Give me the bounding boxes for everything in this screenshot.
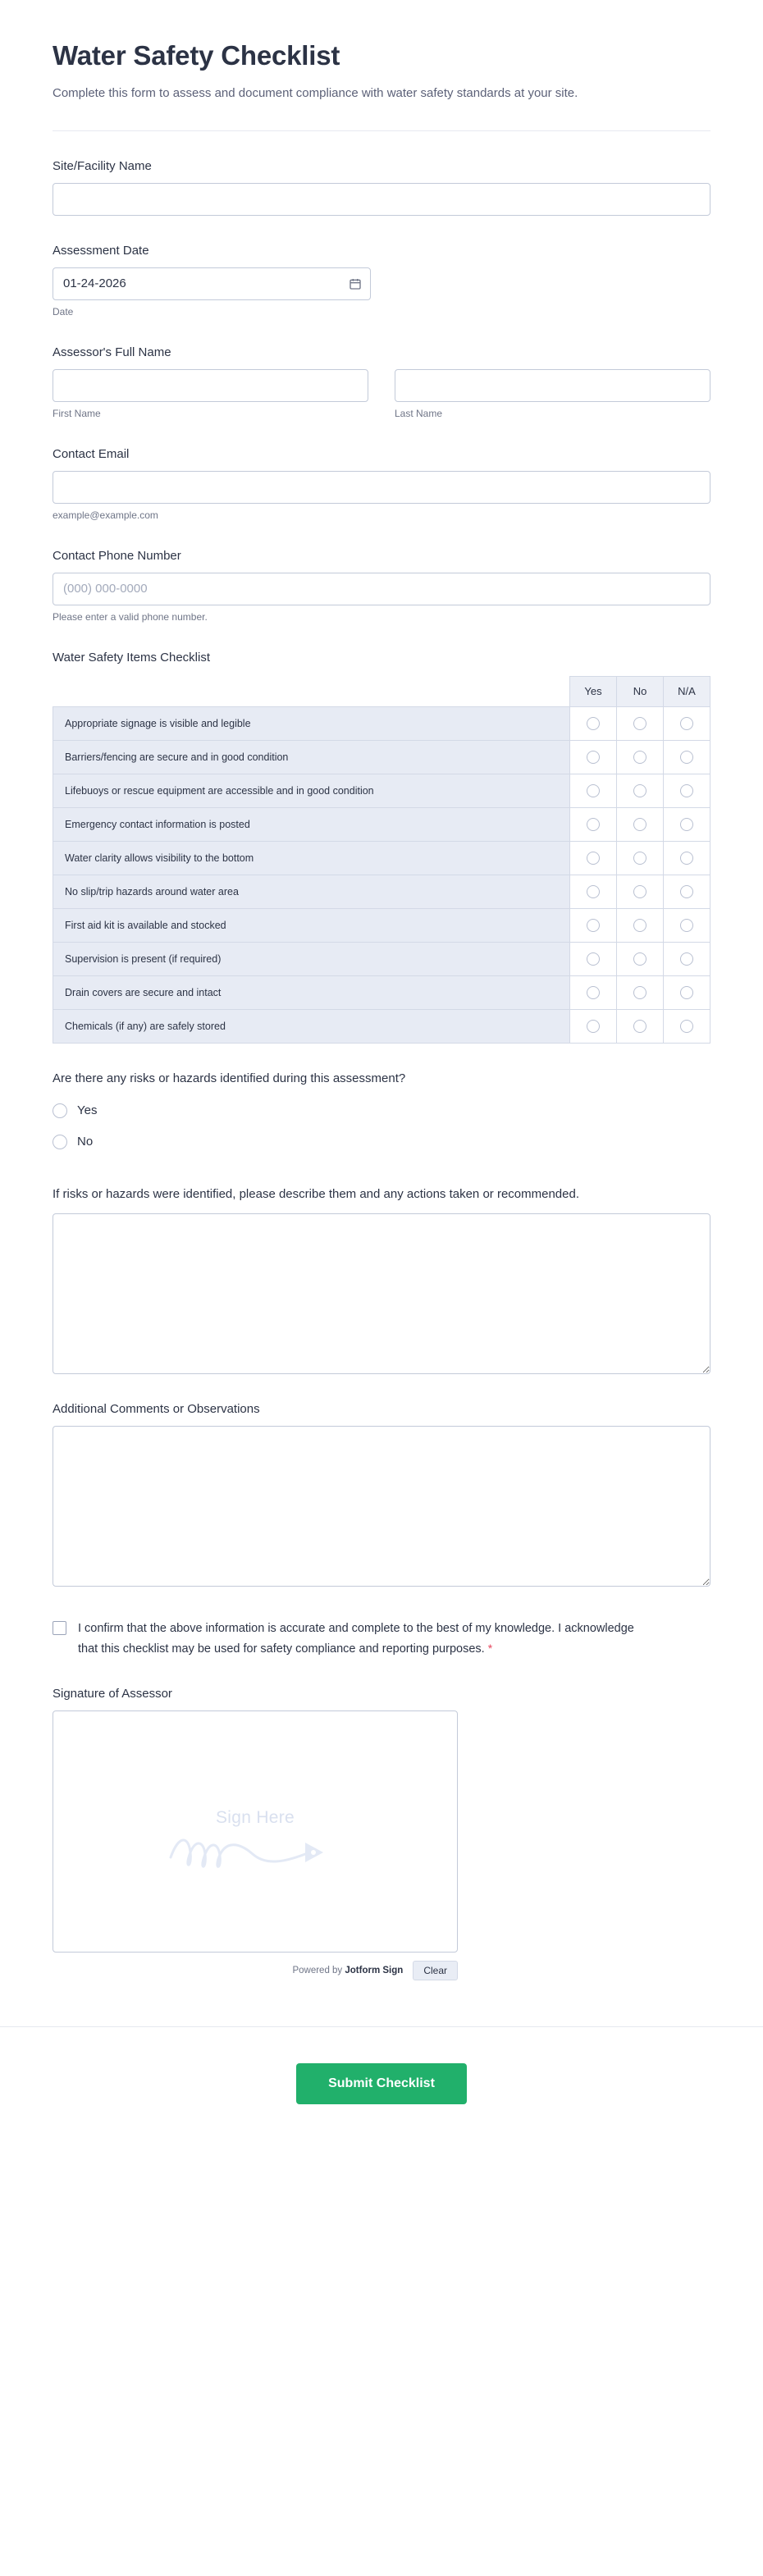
matrix-radio-yes[interactable] bbox=[570, 908, 617, 942]
matrix-radio-yes[interactable] bbox=[570, 875, 617, 908]
matrix-col-yes: Yes bbox=[570, 676, 617, 706]
radio-icon[interactable] bbox=[587, 717, 600, 730]
matrix-radio-na[interactable] bbox=[664, 706, 710, 740]
matrix-radio-yes[interactable] bbox=[570, 942, 617, 975]
radio-icon[interactable] bbox=[633, 986, 646, 999]
radio-icon[interactable] bbox=[633, 1020, 646, 1033]
contact-email-label: Contact Email bbox=[53, 446, 130, 461]
submit-button[interactable]: Submit Checklist bbox=[296, 2063, 467, 2104]
matrix-radio-yes[interactable] bbox=[570, 706, 617, 740]
radio-icon[interactable] bbox=[680, 885, 693, 898]
radio-icon[interactable] bbox=[680, 751, 693, 764]
last-name-input[interactable] bbox=[395, 369, 710, 402]
matrix-radio-no[interactable] bbox=[617, 908, 664, 942]
additional-comments-label: Additional Comments or Observations bbox=[53, 1402, 260, 1417]
radio-icon[interactable] bbox=[680, 717, 693, 730]
matrix-radio-na[interactable] bbox=[664, 975, 710, 1009]
matrix-col-na: N/A bbox=[664, 676, 710, 706]
matrix-radio-yes[interactable] bbox=[570, 975, 617, 1009]
first-name-sublabel: First Name bbox=[53, 407, 101, 419]
table-row bbox=[53, 807, 710, 841]
matrix-radio-na[interactable] bbox=[664, 807, 710, 841]
table-row bbox=[53, 942, 710, 975]
field-risks-question bbox=[53, 1044, 710, 1158]
radio-icon[interactable] bbox=[587, 818, 600, 831]
radio-icon[interactable] bbox=[633, 852, 646, 865]
first-name-input[interactable] bbox=[53, 369, 368, 402]
field-assessor-name bbox=[53, 317, 710, 419]
matrix-radio-no[interactable] bbox=[617, 1009, 664, 1043]
field-additional-comments bbox=[53, 1374, 710, 1587]
radio-icon[interactable] bbox=[587, 751, 600, 764]
matrix-radio-yes[interactable] bbox=[570, 841, 617, 875]
required-asterisk: * bbox=[487, 1641, 493, 1655]
powered-prefix: Powered by bbox=[292, 1966, 345, 1976]
matrix-radio-yes[interactable] bbox=[570, 774, 617, 807]
matrix-col-no: No bbox=[617, 676, 664, 706]
matrix-radio-no[interactable] bbox=[617, 942, 664, 975]
radio-icon[interactable] bbox=[587, 784, 600, 797]
radio-icon[interactable] bbox=[633, 784, 646, 797]
form-header bbox=[53, 0, 710, 131]
radio-icon[interactable] bbox=[680, 1020, 693, 1033]
field-risk-description bbox=[53, 1158, 710, 1375]
radio-icon[interactable] bbox=[680, 784, 693, 797]
risks-option-yes[interactable] bbox=[53, 1095, 710, 1126]
table-row bbox=[53, 841, 710, 875]
matrix-radio-yes[interactable] bbox=[570, 740, 617, 774]
matrix-radio-yes[interactable] bbox=[570, 1009, 617, 1043]
page-title: Water Safety Checklist bbox=[53, 40, 340, 71]
assessment-date-sublabel: Date bbox=[53, 305, 74, 317]
assessment-date-label: Assessment Date bbox=[53, 243, 149, 258]
page-subtitle: Complete this form to assess and document compliance with water safety standards at your site. bbox=[53, 85, 578, 100]
risks-option-yes-label: Yes bbox=[77, 1103, 98, 1118]
field-signature bbox=[53, 1659, 710, 1980]
radio-icon[interactable] bbox=[633, 717, 646, 730]
table-row bbox=[53, 774, 710, 807]
field-contact-phone bbox=[53, 521, 710, 623]
matrix-radio-na[interactable] bbox=[664, 841, 710, 875]
consent-text: I confirm that the above information is accurate and complete to the best of my knowledge. I acknowledge that this checklist may be used for safety compliance and reporting purposes. bbox=[78, 1622, 634, 1656]
table-row bbox=[53, 740, 710, 774]
last-name-sublabel: Last Name bbox=[395, 407, 443, 419]
matrix-radio-no[interactable] bbox=[617, 875, 664, 908]
signature-hint: Sign Here bbox=[215, 1808, 295, 1828]
radio-icon[interactable] bbox=[587, 952, 600, 966]
last-name-col bbox=[395, 369, 710, 419]
radio-icon[interactable] bbox=[587, 885, 600, 898]
radio-icon[interactable] bbox=[587, 1020, 600, 1033]
contact-phone-input[interactable] bbox=[53, 573, 710, 605]
radio-icon[interactable] bbox=[680, 852, 693, 865]
table-row bbox=[53, 975, 710, 1009]
matrix-radio-no[interactable] bbox=[617, 807, 664, 841]
radio-icon[interactable] bbox=[680, 986, 693, 999]
safety-matrix-table bbox=[53, 676, 710, 1044]
matrix-radio-na[interactable] bbox=[664, 942, 710, 975]
submit-area bbox=[0, 2026, 763, 2154]
matrix-radio-no[interactable] bbox=[617, 774, 664, 807]
matrix-radio-no[interactable] bbox=[617, 975, 664, 1009]
contact-email-input[interactable] bbox=[53, 471, 710, 504]
matrix-row-label: Drain covers are secure and intact bbox=[53, 975, 570, 1009]
first-name-col bbox=[53, 369, 368, 419]
radio-icon[interactable] bbox=[633, 885, 646, 898]
matrix-radio-na[interactable] bbox=[664, 875, 710, 908]
assessment-date-input[interactable] bbox=[53, 267, 371, 300]
field-contact-email bbox=[53, 419, 710, 521]
radio-icon[interactable] bbox=[633, 952, 646, 966]
site-name-input[interactable] bbox=[53, 183, 710, 216]
table-row bbox=[53, 908, 710, 942]
risks-question-label: Are there any risks or hazards identified during this assessment? bbox=[53, 1071, 406, 1085]
matrix-radio-no[interactable] bbox=[617, 740, 664, 774]
radio-icon[interactable] bbox=[53, 1135, 67, 1149]
matrix-radio-no[interactable] bbox=[617, 706, 664, 740]
matrix-row-label: Water clarity allows visibility to the bottom bbox=[53, 841, 570, 875]
field-site-name bbox=[53, 131, 710, 216]
matrix-row-label: No slip/trip hazards around water area bbox=[53, 875, 570, 908]
contact-email-sublabel: example@example.com bbox=[53, 509, 158, 521]
radio-icon[interactable] bbox=[680, 919, 693, 932]
radio-icon[interactable] bbox=[633, 818, 646, 831]
matrix-corner-cell bbox=[53, 676, 570, 706]
matrix-row-label: Lifebuoys or rescue equipment are accessible and in good condition bbox=[53, 774, 570, 807]
name-columns bbox=[53, 369, 710, 419]
risks-radio-list bbox=[53, 1095, 710, 1158]
radio-icon[interactable] bbox=[587, 919, 600, 932]
matrix-radio-na[interactable] bbox=[664, 908, 710, 942]
matrix-label: Water Safety Items Checklist bbox=[53, 650, 210, 665]
risks-option-no-label: No bbox=[77, 1135, 94, 1149]
matrix-row-label: Emergency contact information is posted bbox=[53, 807, 570, 841]
contact-phone-label: Contact Phone Number bbox=[53, 548, 181, 563]
consent-text-wrapper bbox=[78, 1619, 636, 1659]
field-safety-matrix bbox=[53, 623, 710, 1044]
table-row bbox=[53, 706, 710, 740]
risk-description-label: If risks or hazards were identified, please describe them and any actions taken or recommended. bbox=[53, 1186, 579, 1201]
matrix-header-row bbox=[53, 676, 710, 706]
additional-comments-textarea[interactable] bbox=[53, 1426, 710, 1587]
signature-placeholder-icon bbox=[161, 1826, 350, 1884]
table-row bbox=[53, 1009, 710, 1043]
contact-phone-sublabel: Please enter a valid phone number. bbox=[53, 610, 208, 623]
signature-label: Signature of Assessor bbox=[53, 1687, 172, 1701]
matrix-radio-na[interactable] bbox=[664, 774, 710, 807]
assessor-name-label: Assessor's Full Name bbox=[53, 345, 171, 359]
date-input-wrapper bbox=[53, 267, 371, 300]
risks-option-no[interactable] bbox=[53, 1126, 710, 1158]
signature-pad[interactable] bbox=[53, 1710, 458, 1953]
matrix-radio-yes[interactable] bbox=[570, 807, 617, 841]
matrix-radio-na[interactable] bbox=[664, 1009, 710, 1043]
powered-brand: Jotform Sign bbox=[345, 1966, 404, 1976]
radio-icon[interactable] bbox=[633, 919, 646, 932]
consent-checkbox[interactable] bbox=[53, 1621, 66, 1635]
powered-by-text bbox=[292, 1966, 403, 1975]
matrix-radio-na[interactable] bbox=[664, 740, 710, 774]
matrix-row-label: Appropriate signage is visible and legible bbox=[53, 706, 570, 740]
matrix-row-label: First aid kit is available and stocked bbox=[53, 908, 570, 942]
field-consent[interactable] bbox=[53, 1587, 710, 1659]
matrix-row-label: Supervision is present (if required) bbox=[53, 942, 570, 975]
risk-description-textarea[interactable] bbox=[53, 1213, 710, 1374]
radio-icon[interactable] bbox=[680, 952, 693, 966]
table-row bbox=[53, 875, 710, 908]
field-assessment-date bbox=[53, 216, 710, 317]
site-name-label: Site/Facility Name bbox=[53, 158, 152, 173]
matrix-radio-no[interactable] bbox=[617, 841, 664, 875]
matrix-body bbox=[53, 706, 710, 1043]
radio-icon[interactable] bbox=[680, 818, 693, 831]
signature-footer bbox=[53, 1961, 458, 1980]
clear-signature-button[interactable]: Clear bbox=[413, 1961, 458, 1980]
matrix-row-label: Barriers/fencing are secure and in good condition bbox=[53, 740, 570, 774]
matrix-row-label: Chemicals (if any) are safely stored bbox=[53, 1009, 570, 1043]
radio-icon[interactable] bbox=[587, 986, 600, 999]
radio-icon[interactable] bbox=[633, 751, 646, 764]
radio-icon[interactable] bbox=[53, 1103, 67, 1118]
radio-icon[interactable] bbox=[587, 852, 600, 865]
